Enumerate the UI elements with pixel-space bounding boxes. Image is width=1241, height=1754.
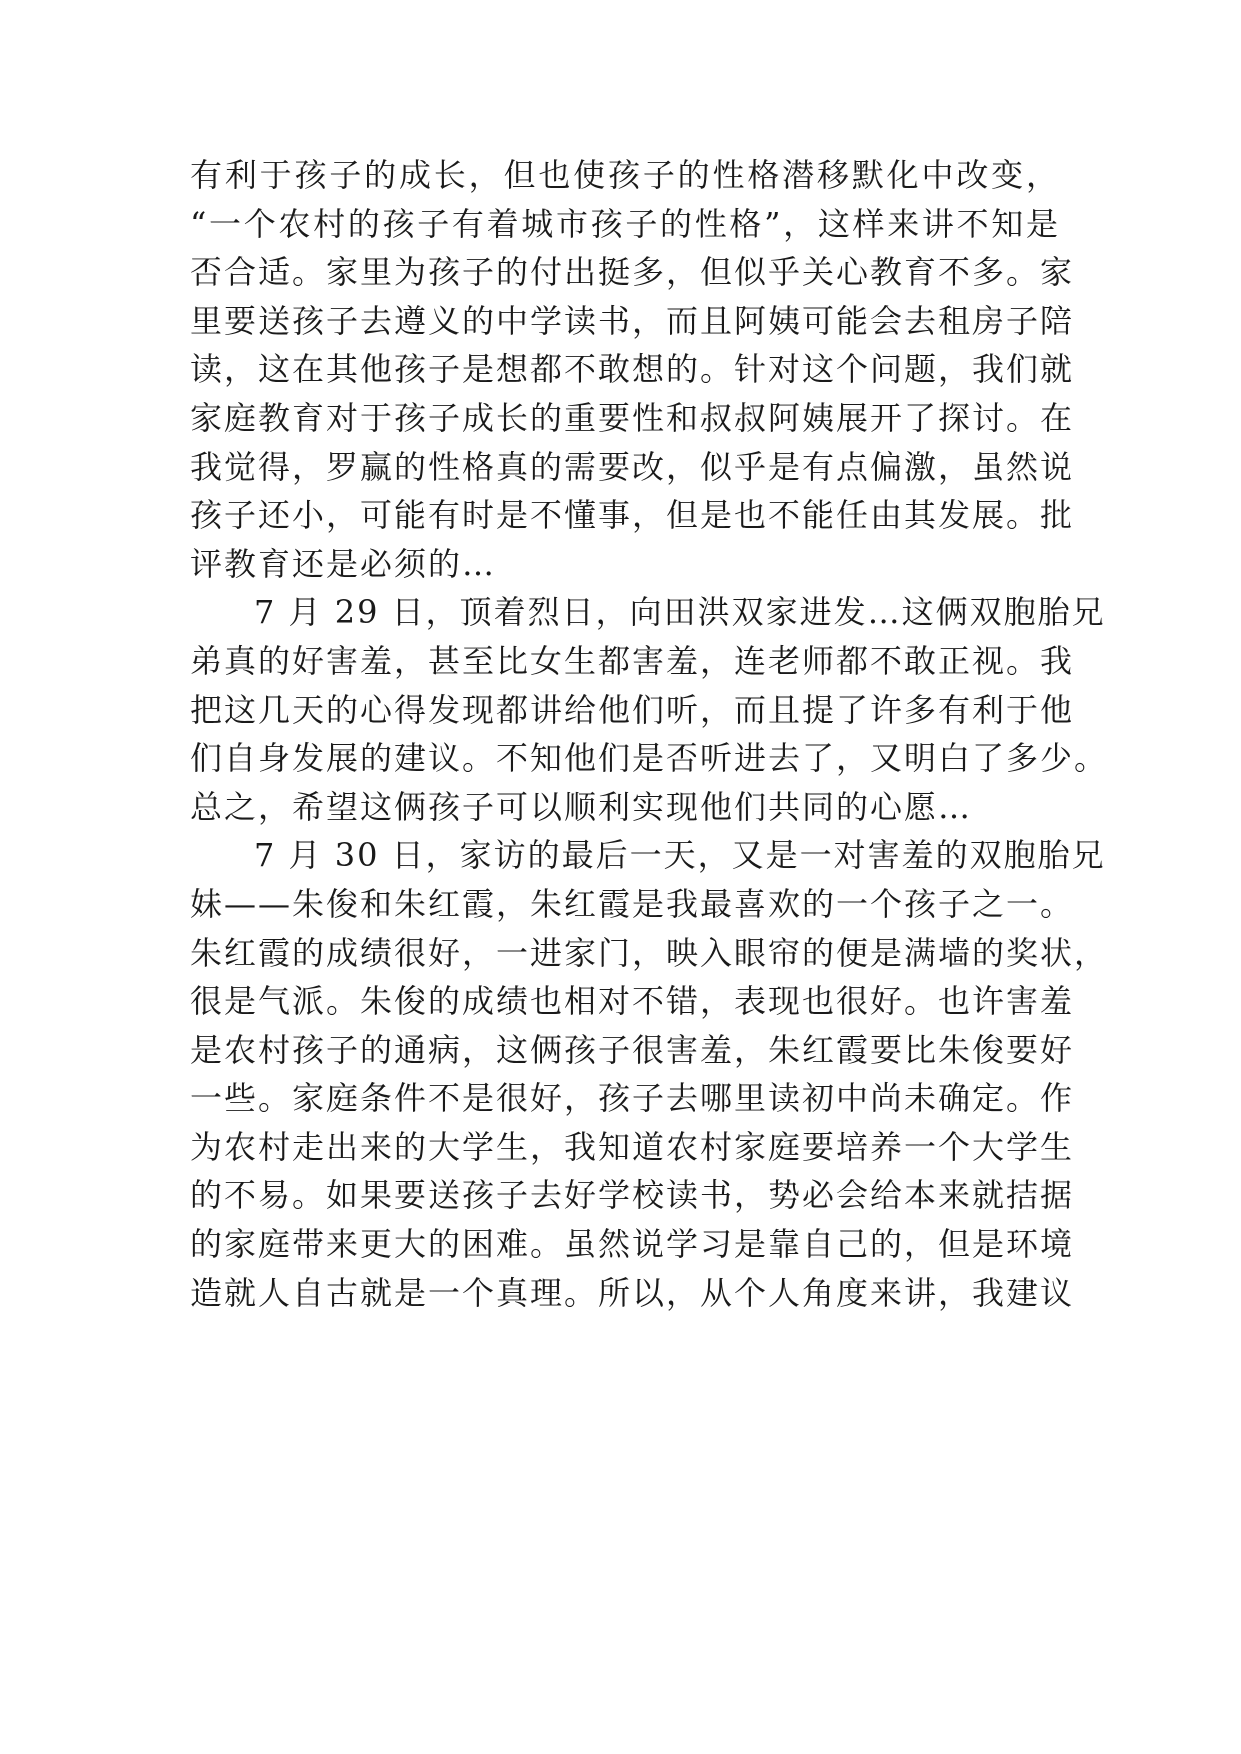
text-line: 里要送孩子去遵义的中学读书，而且阿姨可能会去租房子陪 bbox=[190, 301, 1075, 340]
text-line: 7 月 29 日，顶着烈日，向田洪双家进发…这俩双胞胎兄 bbox=[254, 593, 1106, 632]
text-line: 弟真的好害羞，甚至比女生都害羞，连老师都不敢正视。我 bbox=[190, 641, 1075, 680]
body-text bbox=[190, 151, 1109, 1317]
text-line: 总之，希望这俩孩子可以顺利实现他们共同的心愿… bbox=[190, 787, 973, 826]
text-line: 为农村走出来的大学生，我知道农村家庭要培养一个大学生 bbox=[190, 1127, 1075, 1166]
text-line: 评教育还是必须的… bbox=[190, 544, 497, 583]
text-line: 的不易。如果要送孩子去好学校读书，势必会给本来就拮据 bbox=[190, 1176, 1075, 1215]
text-line: “一个农村的孩子有着城市孩子的性格”，这样来讲不知是 bbox=[190, 204, 1060, 243]
text-line: 否合适。家里为孩子的付出挺多，但似乎关心教育不多。家 bbox=[190, 253, 1075, 292]
text-line: 家庭教育对于孩子成长的重要性和叔叔阿姨展开了探讨。在 bbox=[190, 398, 1075, 437]
text-line: 我觉得，罗赢的性格真的需要改，似乎是有点偏激，虽然说 bbox=[190, 447, 1075, 486]
text-line: 把这几天的心得发现都讲给他们听，而且提了许多有利于他 bbox=[190, 690, 1075, 729]
text-line: 孩子还小，可能有时是不懂事，但是也不能任由其发展。批 bbox=[190, 496, 1075, 535]
text-line: 是农村孩子的通病，这俩孩子很害羞，朱红霞要比朱俊要好 bbox=[190, 1030, 1075, 1069]
text-line: 7 月 30 日，家访的最后一天，又是一对害羞的双胞胎兄 bbox=[254, 836, 1106, 875]
text-line: 很是气派。朱俊的成绩也相对不错，表现也很好。也许害羞 bbox=[190, 982, 1075, 1021]
text-line: 的家庭带来更大的困难。虽然说学习是靠自己的，但是环境 bbox=[190, 1225, 1075, 1264]
text-line: 读，这在其他孩子是想都不敢想的。针对这个问题，我们就 bbox=[190, 350, 1075, 389]
text-line: 一些。家庭条件不是很好，孩子去哪里读初中尚未确定。作 bbox=[190, 1079, 1075, 1118]
text-line: 造就人自古就是一个真理。所以，从个人角度来讲，我建议 bbox=[190, 1273, 1075, 1312]
text-line: 妹——朱俊和朱红霞，朱红霞是我最喜欢的一个孩子之一。 bbox=[190, 884, 1075, 923]
text-line: 朱红霞的成绩很好，一进家门，映入眼帘的便是满墙的奖状， bbox=[190, 933, 1109, 972]
text-line: 们自身发展的建议。不知他们是否听进去了，又明白了多少。 bbox=[190, 739, 1109, 778]
text-line: 有利于孩子的成长，但也使孩子的性格潜移默化中改变， bbox=[190, 156, 1060, 194]
